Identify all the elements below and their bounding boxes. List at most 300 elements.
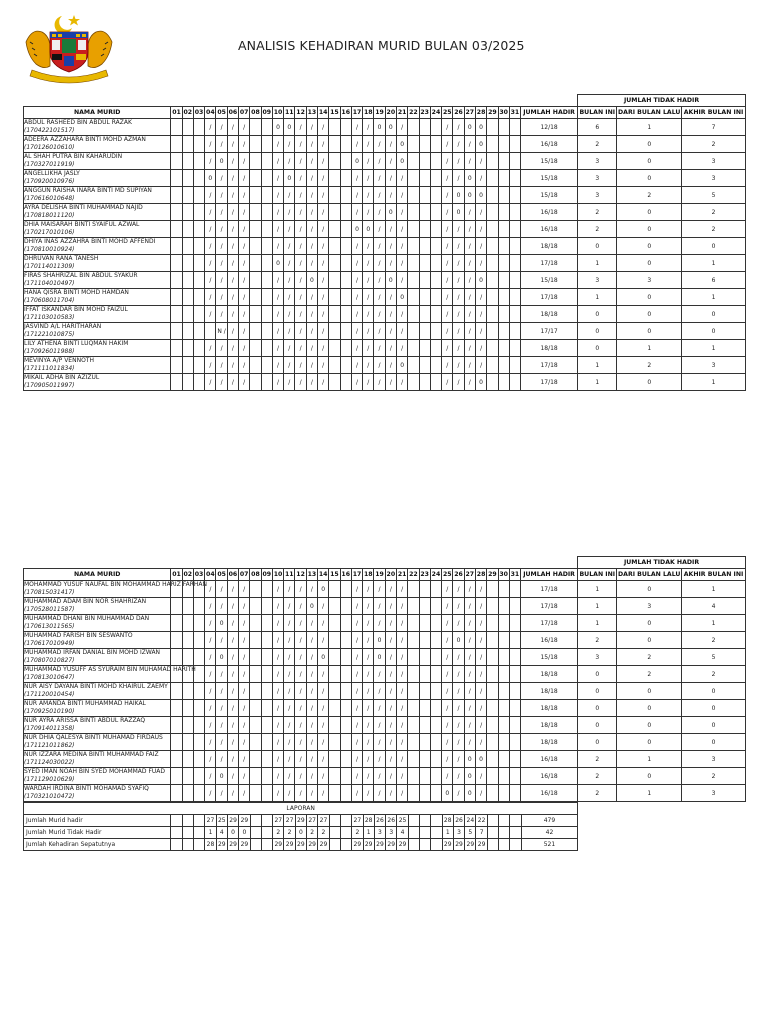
jumlah-hadir-value: 17/18 (521, 255, 578, 272)
attendance-mark (419, 238, 430, 255)
bulan-ini-value: 1 (578, 615, 617, 632)
student-name: DHIA MAISARAH BINTI SYAIFUL AZWAL (24, 221, 140, 228)
attendance-mark: / (205, 153, 216, 170)
attendance-mark: / (475, 598, 486, 615)
attendance-mark (408, 734, 419, 751)
attendance-mark (329, 204, 340, 221)
attendance-mark: / (453, 683, 464, 700)
attendance-mark: / (205, 785, 216, 802)
student-id: (170616010648) (24, 195, 75, 202)
attendance-mark: / (374, 581, 385, 598)
akhir-bulan-ini-value: 2 (682, 136, 746, 153)
report-day-value: 29 (397, 839, 408, 851)
attendance-mark (171, 751, 182, 768)
attendance-mark: / (272, 221, 283, 238)
bulan-ini-value: 0 (578, 323, 617, 340)
attendance-mark (171, 374, 182, 391)
attendance-mark: / (442, 374, 453, 391)
attendance-mark: N / (216, 323, 227, 340)
day-column-header: 30 (498, 107, 509, 119)
attendance-mark: / (363, 306, 374, 323)
akhir-bulan-ini-value: 7 (682, 119, 746, 136)
day-column-header: 19 (374, 107, 385, 119)
attendance-mark (498, 323, 509, 340)
attendance-mark (419, 581, 430, 598)
attendance-mark (193, 272, 204, 289)
attendance-mark: / (396, 632, 407, 649)
attendance-mark: / (295, 666, 306, 683)
attendance-mark (487, 768, 498, 785)
student-name: MUHAMMAD YUSUFF AS SYURAIM BIN MUHAMAD HARITH (24, 666, 196, 673)
attendance-mark: / (396, 374, 407, 391)
attendance-mark: / (385, 751, 396, 768)
attendance-mark (182, 255, 193, 272)
attendance-mark: / (396, 717, 407, 734)
attendance-mark: / (464, 700, 475, 717)
attendance-mark: / (475, 615, 486, 632)
attendance-mark: / (363, 357, 374, 374)
jth-subheader: BULAN INI (578, 569, 617, 581)
report-day-value (499, 839, 510, 851)
report-day-value: 29 (295, 815, 306, 827)
attendance-mark: / (363, 751, 374, 768)
attendance-mark: / (374, 221, 385, 238)
jumlah-hadir-value: 16/18 (521, 221, 578, 238)
report-row (24, 815, 746, 827)
attendance-mark: / (475, 357, 486, 374)
attendance-mark (182, 272, 193, 289)
attendance-mark (250, 187, 261, 204)
report-day-value: 0 (295, 827, 306, 839)
day-column-header: 27 (464, 107, 475, 119)
attendance-mark: / (306, 153, 317, 170)
attendance-mark (261, 734, 272, 751)
attendance-mark: / (475, 717, 486, 734)
attendance-mark: / (442, 768, 453, 785)
attendance-mark (261, 717, 272, 734)
report-day-value (408, 827, 419, 839)
report-day-value: 2 (284, 827, 295, 839)
bulan-ini-value: 2 (578, 785, 617, 802)
attendance-mark: / (295, 187, 306, 204)
attendance-mark (340, 323, 351, 340)
bulan-ini-value: 3 (578, 153, 617, 170)
attendance-mark (193, 170, 204, 187)
report-day-value (171, 827, 182, 839)
attendance-mark (182, 238, 193, 255)
attendance-mark: / (464, 255, 475, 272)
attendance-mark (329, 734, 340, 751)
attendance-mark: / (374, 306, 385, 323)
page-header (0, 0, 768, 90)
student-row (24, 615, 746, 632)
day-column-header: 25 (442, 569, 453, 581)
attendance-mark (329, 785, 340, 802)
attendance-mark (430, 734, 441, 751)
attendance-mark (509, 323, 520, 340)
jumlah-hadir-value: 15/18 (521, 170, 578, 187)
attendance-mark: / (284, 615, 295, 632)
attendance-mark (509, 751, 520, 768)
attendance-mark: / (453, 700, 464, 717)
attendance-mark: / (475, 323, 486, 340)
attendance-mark: / (306, 136, 317, 153)
attendance-mark (250, 153, 261, 170)
report-day-value (408, 839, 419, 851)
bulan-ini-value: 0 (578, 238, 617, 255)
report-day-value: 7 (476, 827, 487, 839)
report-day-value: 4 (397, 827, 408, 839)
attendance-mark: / (374, 751, 385, 768)
attendance-mark (408, 238, 419, 255)
attendance-mark: 0 (374, 632, 385, 649)
attendance-mark: / (442, 170, 453, 187)
day-column-header: 10 (272, 569, 283, 581)
attendance-mark (487, 323, 498, 340)
attendance-mark: / (205, 119, 216, 136)
attendance-mark: / (306, 700, 317, 717)
attendance-mark: / (318, 204, 329, 221)
attendance-mark: / (442, 238, 453, 255)
attendance-mark (193, 238, 204, 255)
attendance-mark: / (464, 238, 475, 255)
attendance-mark (498, 238, 509, 255)
attendance-mark (329, 323, 340, 340)
attendance-mark: / (351, 374, 362, 391)
attendance-mark: / (318, 119, 329, 136)
student-id: (170914011358) (24, 725, 75, 732)
attendance-mark: / (239, 768, 250, 785)
report-day-value (431, 815, 442, 827)
dari-bulan-lalu-value: 1 (617, 119, 682, 136)
attendance-mark (250, 170, 261, 187)
attendance-mark (182, 700, 193, 717)
attendance-mark (193, 187, 204, 204)
report-day-value: 26 (386, 815, 397, 827)
attendance-mark: 0 (475, 751, 486, 768)
attendance-mark (430, 632, 441, 649)
attendance-mark (250, 238, 261, 255)
attendance-mark (430, 306, 441, 323)
attendance-mark: / (374, 683, 385, 700)
attendance-mark (182, 598, 193, 615)
attendance-mark: / (318, 221, 329, 238)
attendance-mark (261, 768, 272, 785)
bulan-ini-value: 1 (578, 357, 617, 374)
attendance-mark: / (351, 717, 362, 734)
day-column-header: 03 (193, 107, 204, 119)
attendance-mark: / (453, 374, 464, 391)
student-row (24, 153, 746, 170)
dari-bulan-lalu-value: 3 (617, 272, 682, 289)
attendance-mark (261, 683, 272, 700)
jumlah-tidak-hadir-header: JUMLAH TIDAK HADIR (578, 557, 746, 569)
student-row (24, 666, 746, 683)
attendance-mark (329, 255, 340, 272)
student-name: ANGELLIKHA JASLY (24, 170, 80, 177)
attendance-mark (430, 751, 441, 768)
attendance-mark (430, 717, 441, 734)
attendance-mark (340, 734, 351, 751)
attendance-mark: / (464, 272, 475, 289)
attendance-mark: / (374, 768, 385, 785)
attendance-mark: / (306, 649, 317, 666)
attendance-mark: / (351, 768, 362, 785)
report-day-value (182, 815, 193, 827)
attendance-mark: / (284, 357, 295, 374)
report-day-value: 29 (227, 839, 238, 851)
attendance-mark: / (453, 306, 464, 323)
attendance-mark (329, 374, 340, 391)
student-name-cell (24, 615, 171, 632)
attendance-mark: / (239, 632, 250, 649)
attendance-mark (509, 255, 520, 272)
attendance-mark (171, 357, 182, 374)
attendance-mark: / (385, 153, 396, 170)
jumlah-hadir-value: 18/18 (521, 717, 578, 734)
student-id: (170925010190) (24, 708, 75, 715)
report-day-value: 29 (352, 839, 363, 851)
dari-bulan-lalu-value: 0 (617, 768, 682, 785)
attendance-mark: / (351, 323, 362, 340)
day-column-header: 06 (227, 569, 238, 581)
attendance-mark: / (351, 598, 362, 615)
attendance-mark: / (306, 374, 317, 391)
attendance-mark: / (453, 649, 464, 666)
attendance-mark: / (475, 255, 486, 272)
attendance-mark: / (216, 734, 227, 751)
attendance-mark: / (351, 272, 362, 289)
report-day-value (431, 839, 442, 851)
report-day-value: 2 (307, 827, 318, 839)
attendance-mark: / (475, 170, 486, 187)
attendance-mark (182, 306, 193, 323)
attendance-mark: / (464, 323, 475, 340)
attendance-mark: / (453, 666, 464, 683)
report-day-value: 1 (363, 827, 374, 839)
attendance-mark (340, 119, 351, 136)
report-spacer (578, 839, 746, 851)
jumlah-hadir-value: 17/18 (521, 289, 578, 306)
attendance-mark: / (295, 289, 306, 306)
attendance-mark (250, 204, 261, 221)
attendance-mark: / (442, 598, 453, 615)
attendance-mark (430, 238, 441, 255)
attendance-mark: / (284, 238, 295, 255)
attendance-mark (171, 119, 182, 136)
attendance-mark: / (351, 187, 362, 204)
attendance-mark: / (216, 717, 227, 734)
jumlah-hadir-value: 18/18 (521, 306, 578, 323)
attendance-mark (419, 666, 430, 683)
attendance-mark: / (295, 238, 306, 255)
attendance-mark (498, 581, 509, 598)
student-name-cell (24, 136, 171, 153)
report-day-value: 3 (374, 827, 385, 839)
attendance-mark (261, 581, 272, 598)
dari-bulan-lalu-value: 0 (617, 289, 682, 306)
dari-bulan-lalu-value: 0 (617, 306, 682, 323)
attendance-mark (193, 119, 204, 136)
day-column-header: 05 (216, 569, 227, 581)
attendance-mark: 0 (475, 119, 486, 136)
student-row (24, 289, 746, 306)
attendance-mark: 0 (318, 649, 329, 666)
attendance-mark: / (464, 340, 475, 357)
report-day-value: 25 (397, 815, 408, 827)
attendance-mark: / (205, 306, 216, 323)
attendance-mark (498, 255, 509, 272)
akhir-bulan-ini-value: 5 (682, 187, 746, 204)
attendance-mark: 0 (284, 119, 295, 136)
attendance-mark (408, 649, 419, 666)
attendance-mark (487, 751, 498, 768)
attendance-mark: / (318, 170, 329, 187)
student-id: (171104010497) (24, 280, 75, 287)
attendance-mark (193, 323, 204, 340)
attendance-mark: / (216, 683, 227, 700)
attendance-mark: / (284, 136, 295, 153)
attendance-mark (171, 683, 182, 700)
akhir-bulan-ini-value: 2 (682, 632, 746, 649)
attendance-mark (340, 136, 351, 153)
attendance-mark: / (363, 734, 374, 751)
attendance-mark: / (295, 734, 306, 751)
attendance-mark: / (295, 170, 306, 187)
attendance-mark (193, 598, 204, 615)
attendance-mark: / (464, 666, 475, 683)
attendance-mark: / (227, 649, 238, 666)
attendance-mark: / (216, 255, 227, 272)
student-row (24, 255, 746, 272)
attendance-mark (408, 119, 419, 136)
attendance-mark: / (351, 170, 362, 187)
attendance-mark: 0 (385, 119, 396, 136)
attendance-mark: / (239, 119, 250, 136)
report-day-value: 4 (216, 827, 227, 839)
attendance-mark: / (475, 785, 486, 802)
attendance-mark (430, 581, 441, 598)
attendance-mark: / (442, 340, 453, 357)
student-id: (171129010629) (24, 776, 75, 783)
attendance-mark: / (227, 374, 238, 391)
akhir-bulan-ini-value: 2 (682, 221, 746, 238)
student-name: IFFAT ISKANDAR BIN MOHD FAIZUL (24, 306, 128, 313)
attendance-mark: / (396, 272, 407, 289)
attendance-mark: / (284, 734, 295, 751)
attendance-mark (250, 768, 261, 785)
attendance-mark: / (442, 632, 453, 649)
attendance-mark: / (295, 751, 306, 768)
jumlah-hadir-header: JUMLAH HADIR (521, 569, 578, 581)
bulan-ini-value: 0 (578, 666, 617, 683)
attendance-mark: / (464, 717, 475, 734)
day-column-header: 09 (261, 569, 272, 581)
attendance-mark: / (227, 768, 238, 785)
attendance-mark: / (239, 255, 250, 272)
attendance-mark (261, 170, 272, 187)
report-total: 479 (521, 815, 578, 827)
attendance-mark: / (239, 683, 250, 700)
attendance-mark (509, 204, 520, 221)
report-row (24, 839, 746, 851)
attendance-mark: 0 (351, 221, 362, 238)
attendance-mark (498, 768, 509, 785)
attendance-mark: / (227, 700, 238, 717)
dari-bulan-lalu-value: 0 (617, 136, 682, 153)
attendance-mark (408, 683, 419, 700)
day-column-header: 26 (453, 569, 464, 581)
attendance-mark: / (284, 649, 295, 666)
attendance-mark (487, 666, 498, 683)
attendance-mark: / (295, 340, 306, 357)
akhir-bulan-ini-value: 6 (682, 272, 746, 289)
attendance-mark: / (396, 768, 407, 785)
student-name-cell (24, 289, 171, 306)
student-name: DHIYA INAS AZZAHRA BINTI MOHD AFFENDI (24, 238, 156, 245)
attendance-mark: / (216, 187, 227, 204)
attendance-mark: / (227, 598, 238, 615)
attendance-mark (261, 238, 272, 255)
attendance-mark: / (216, 119, 227, 136)
attendance-mark: / (205, 717, 216, 734)
attendance-mark: / (464, 374, 475, 391)
attendance-mark (193, 717, 204, 734)
attendance-mark (509, 119, 520, 136)
attendance-mark: / (442, 581, 453, 598)
attendance-mark: / (306, 581, 317, 598)
attendance-mark: / (205, 187, 216, 204)
dari-bulan-lalu-value: 0 (617, 238, 682, 255)
day-column-header: 07 (239, 107, 250, 119)
attendance-mark: / (363, 649, 374, 666)
attendance-mark: 0 (464, 187, 475, 204)
student-name: LILY ATHENA BINTI LUQMAN HAKIM (24, 340, 129, 347)
attendance-mark (329, 119, 340, 136)
attendance-mark (171, 204, 182, 221)
day-column-header: 14 (318, 569, 329, 581)
attendance-mark: / (453, 615, 464, 632)
attendance-mark (419, 340, 430, 357)
attendance-mark: / (363, 153, 374, 170)
attendance-mark: / (227, 717, 238, 734)
day-column-header: 16 (340, 569, 351, 581)
report-day-value: 26 (453, 815, 464, 827)
attendance-mark (419, 374, 430, 391)
attendance-mark (250, 717, 261, 734)
attendance-mark: / (363, 717, 374, 734)
attendance-mark (171, 632, 182, 649)
student-name-cell (24, 374, 171, 391)
attendance-mark: 0 (475, 374, 486, 391)
attendance-mark: / (453, 136, 464, 153)
attendance-mark: / (284, 598, 295, 615)
dari-bulan-lalu-value: 0 (617, 683, 682, 700)
attendance-mark: / (453, 238, 464, 255)
attendance-mark: / (351, 204, 362, 221)
attendance-mark (182, 221, 193, 238)
bulan-ini-value: 2 (578, 136, 617, 153)
attendance-mark: / (306, 734, 317, 751)
report-day-value (487, 827, 498, 839)
attendance-mark (498, 734, 509, 751)
student-id: (171120010454) (24, 691, 75, 698)
day-column-header: 26 (453, 107, 464, 119)
attendance-mark: / (295, 615, 306, 632)
student-row (24, 683, 746, 700)
day-column-header: 10 (272, 107, 283, 119)
attendance-mark: / (396, 187, 407, 204)
